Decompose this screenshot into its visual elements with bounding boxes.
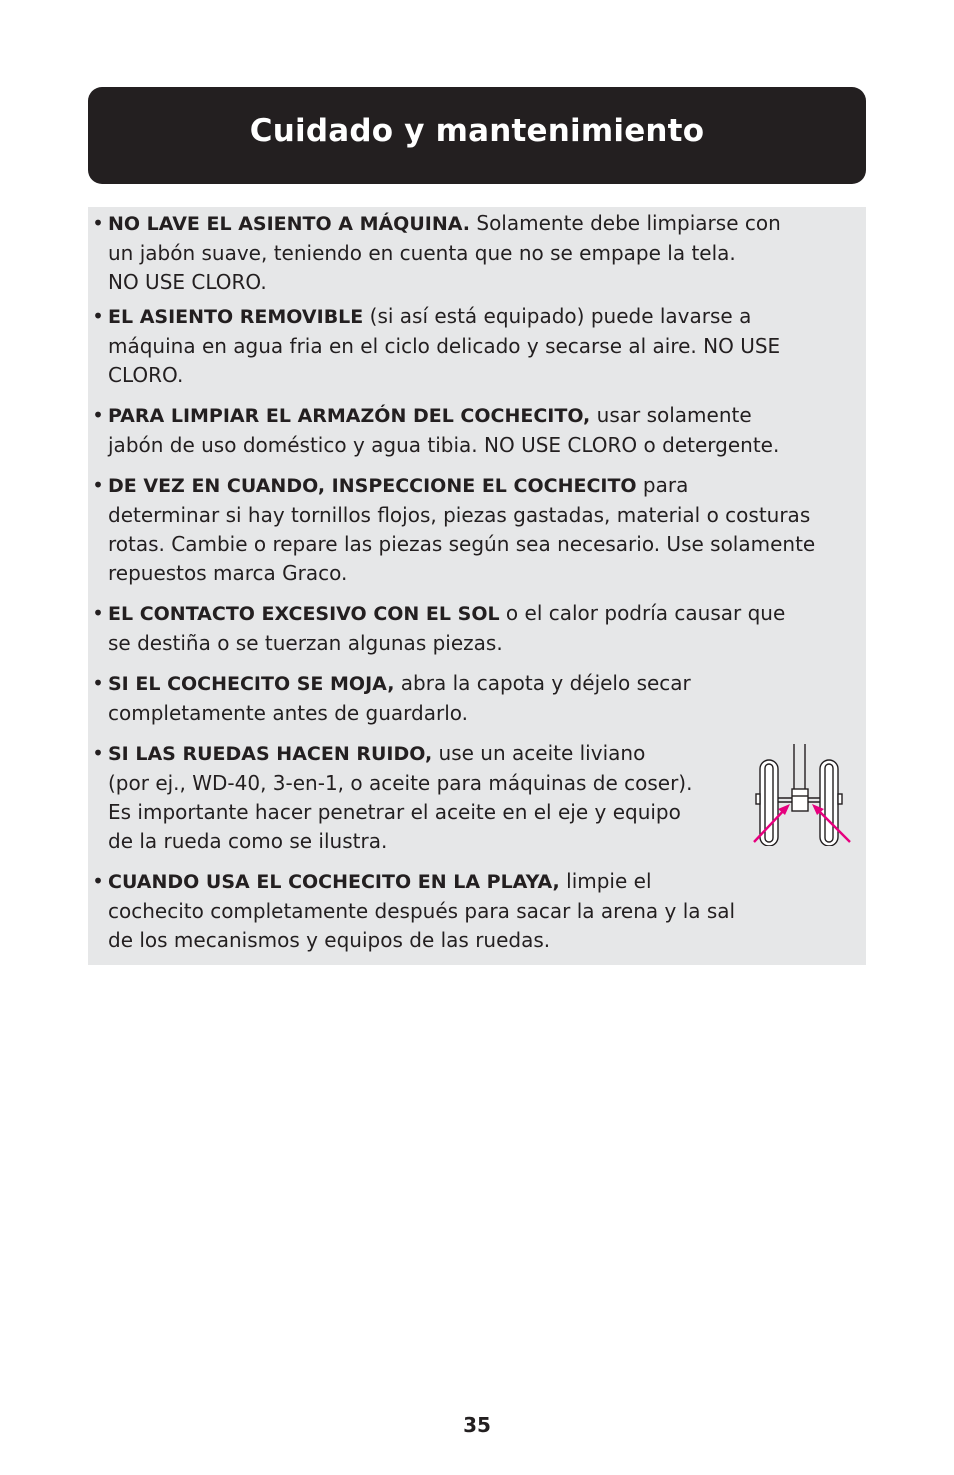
item-heading: PARA LIMPIAR EL ARMAZÓN DEL COCHECITO, — [108, 405, 591, 427]
bullet: • — [92, 601, 104, 625]
list-item — [88, 867, 735, 955]
item-text: limpie el — [559, 869, 652, 893]
item-text: de los mecanismos y equipos de las ruedas. — [108, 928, 551, 952]
list-item — [88, 739, 692, 856]
bullet: • — [92, 211, 104, 235]
item-heading: SI EL COCHECITO SE MOJA, — [108, 673, 395, 695]
list-item — [88, 401, 779, 460]
item-heading: NO LAVE EL ASIENTO A MÁQUINA. — [108, 213, 471, 235]
item-text: usar solamente — [590, 403, 752, 427]
item-heading: EL CONTACTO EXCESIVO CON EL SOL — [108, 603, 500, 625]
list-item — [88, 302, 780, 390]
item-text: Solamente debe limpiarse con — [470, 211, 781, 235]
item-text: jabón de uso doméstico y agua tibia. NO USE CLORO o detergente. — [108, 433, 780, 457]
item-text: para — [636, 473, 689, 497]
stroller-wheel-icon — [752, 742, 852, 846]
item-text: cochecito completamente después para sacar la arena y la sal — [108, 899, 736, 923]
page-title: Cuidado y mantenimiento — [249, 113, 705, 149]
bullet: • — [92, 473, 104, 497]
bullet: • — [92, 741, 104, 765]
bullet: • — [92, 671, 104, 695]
item-text: máquina en agua fria en el ciclo delicado y secarse al aire. NO USE — [108, 334, 781, 358]
item-text: NO USE CLORO. — [108, 270, 267, 294]
item-text: de la rueda como se ilustra. — [108, 829, 388, 853]
item-text: o el calor podría causar que — [499, 601, 786, 625]
page-number: 35 — [463, 1413, 491, 1437]
item-text: CLORO. — [108, 363, 184, 387]
list-item — [88, 209, 781, 297]
item-text: se destiña o se tuerzan algunas piezas. — [108, 631, 503, 655]
list-item — [88, 471, 815, 588]
item-heading: SI LAS RUEDAS HACEN RUIDO, — [108, 743, 433, 765]
item-text: Es importante hacer penetrar el aceite en el eje y equipo — [108, 800, 681, 824]
bullet: • — [92, 869, 104, 893]
item-text: completamente antes de guardarlo. — [108, 701, 469, 725]
item-heading: DE VEZ EN CUANDO, INSPECCIONE EL COCHECITO — [108, 475, 637, 497]
item-text: use un aceite liviano — [432, 741, 646, 765]
list-item — [88, 599, 785, 658]
care-instructions-list — [88, 207, 866, 965]
list-item — [88, 669, 691, 728]
item-text: un jabón suave, teniendo en cuenta que no se empape la tela. — [108, 241, 736, 265]
bullet: • — [92, 304, 104, 328]
item-text: (por ej., WD-40, 3-en-1, o aceite para máquinas de coser). — [108, 771, 693, 795]
item-text: rotas. Cambie o repare las piezas según sea necesario. Use solamente — [108, 532, 816, 556]
bullet: • — [92, 403, 104, 427]
item-heading: CUANDO USA EL COCHECITO EN LA PLAYA, — [108, 871, 560, 893]
section-header — [88, 87, 866, 184]
item-text: abra la capota y déjelo secar — [394, 671, 691, 695]
item-text: (si así está equipado) puede lavarse a — [363, 304, 752, 328]
item-heading: EL ASIENTO REMOVIBLE — [108, 306, 364, 328]
item-text: determinar si hay tornillos flojos, piezas gastadas, material o costuras — [108, 503, 811, 527]
item-text: repuestos marca Graco. — [108, 561, 348, 585]
